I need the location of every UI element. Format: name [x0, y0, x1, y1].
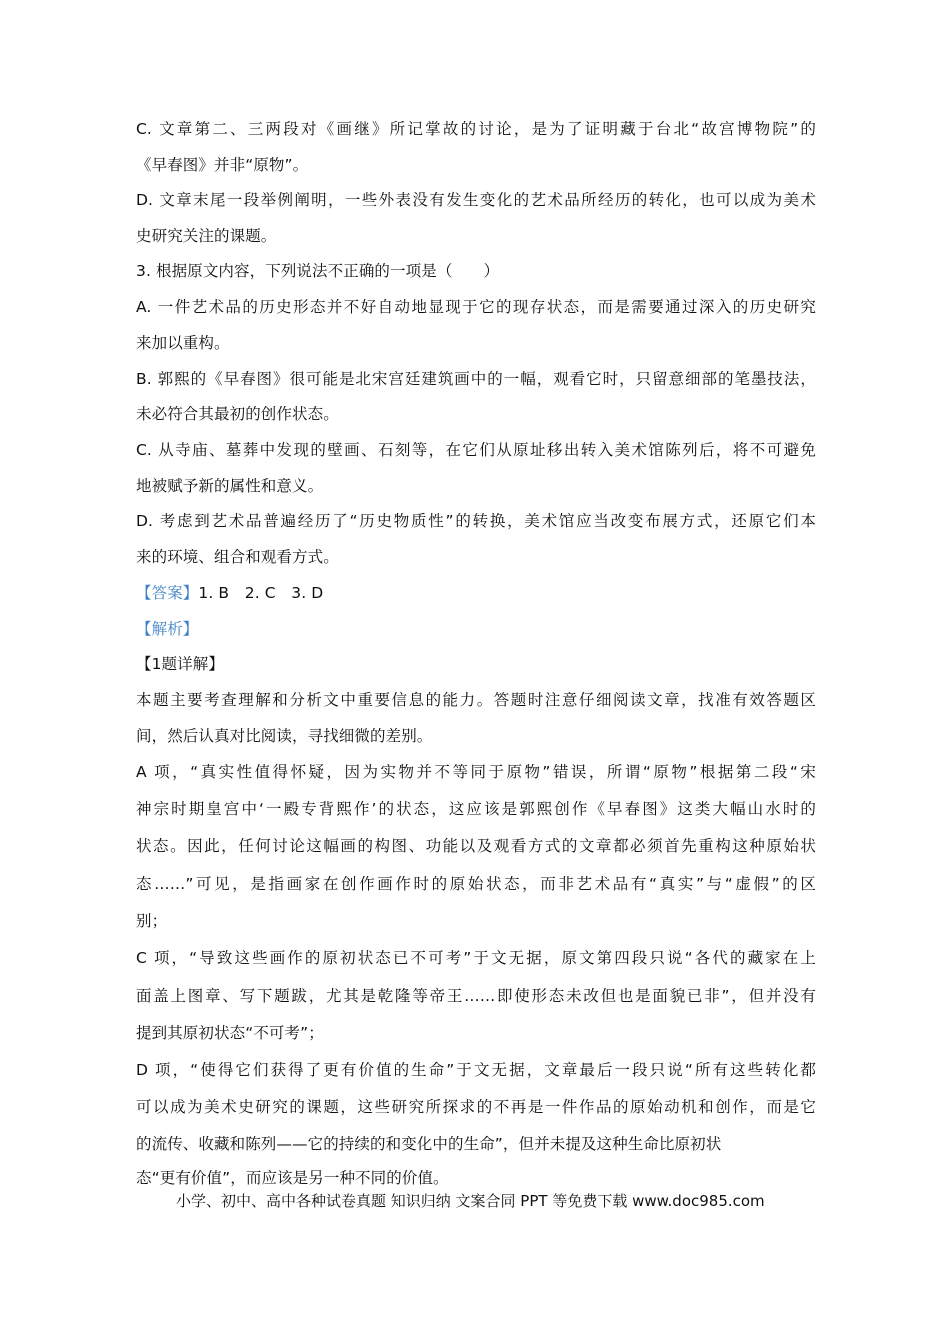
q3-option-d-line1: D. 考虑到艺术品普遍经历了“历史物质性”的转换，美术馆应当改变布展方式，还原它们本 — [136, 512, 816, 530]
analysis-tag: 【解析】 — [136, 620, 199, 638]
analysis-a-line3: 状态。因此，任何讨论这幅画的构图、功能以及观看方式的文章都必须首先重构这种原始状 — [136, 837, 816, 855]
q3-option-c-line1: C. 从寺庙、墓葬中发现的壁画、石刻等，在它们从原址移出转入美术馆陈列后，将不可避免 — [136, 441, 816, 459]
q2-option-c-line2: 《早春图》并非“原物”。 — [136, 156, 309, 174]
analysis-d-line2: 可以成为美术史研究的课题，这些研究所探求的不再是一件作品的原始动机和创作，而是它 — [136, 1098, 816, 1116]
q3-option-b-line1: B. 郭熙的《早春图》很可能是北宋宫廷建筑画中的一幅，观看它时，只留意细部的笔墨技法， — [136, 370, 816, 388]
analysis-a-line5: 别； — [136, 912, 168, 930]
q3-option-a-line1: A. 一件艺术品的历史形态并不好自动地显现于它的现存状态，而是需要通过深入的历史研究 — [136, 298, 816, 316]
q2-option-c-line1: C. 文章第二、三两段对《画继》所记掌故的讨论，是为了证明藏于台北“故宫博物院”的 — [136, 120, 816, 138]
analysis-d-line3: 的流传、收藏和陈列——它的持续的和变化中的生命”，但并未提及这种生命比原初状 — [136, 1135, 722, 1153]
analysis-c-line1: C 项，“导致这些画作的原初状态已不可考”于文无据，原文第四段只说“各代的藏家在上 — [136, 949, 816, 967]
q3-option-d-line2: 来的环境、组合和观看方式。 — [136, 548, 339, 566]
analysis-c-line2: 面盖上图章、写下题跋，尤其是乾隆等帝王……即使形态未改但也是面貌已非”，但并没有 — [136, 987, 816, 1005]
q3-option-c-line2: 地被赋予新的属性和意义。 — [136, 477, 324, 495]
q1-detail-title: 【1题详解】 — [136, 655, 224, 673]
analysis-a-line1: A 项，“真实性值得怀疑，因为实物并不等同于原物”错误，所谓“原物”根据第二段“宋 — [136, 763, 816, 781]
analysis-a-line2: 神宗时期皇宫中‘一殿专背熙作’的状态，这应该是郭熙创作《早春图》这类大幅山水时的 — [136, 800, 816, 818]
analysis-a-line4: 态……”可见，是指画家在创作画作时的原始状态，而非艺术品有“真实”与“虚假”的区 — [136, 875, 816, 893]
analysis-intro-line1: 本题主要考查理解和分析文中重要信息的能力。答题时注意仔细阅读文章，找准有效答题区 — [136, 691, 816, 709]
analysis-c-line3: 提到其原初状态“不可考”； — [136, 1024, 324, 1042]
answer-line — [136, 581, 816, 605]
analysis-d-line4: 态“更有价值”，而应该是另一种不同的价值。 — [136, 1169, 449, 1187]
q3-option-b-line2: 未必符合其最初的创作状态。 — [136, 405, 339, 423]
answer-tag: 【答案】 — [136, 584, 199, 602]
analysis-intro-line2: 间，然后认真对比阅读，寻找细微的差别。 — [136, 727, 433, 745]
q2-option-d-line1: D. 文章末尾一段举例阐明，一些外表没有发生变化的艺术品所经历的转化，也可以成为美术 — [136, 191, 816, 209]
q2-option-d-line2: 史研究关注的课题。 — [136, 227, 277, 245]
q3-option-a-line2: 来加以重构。 — [136, 334, 230, 352]
analysis-line — [136, 617, 816, 641]
answer-text: 1. B 2. C 3. D — [198, 584, 324, 602]
footer-text: 小学、初中、高中各种试卷真题 知识归纳 文案合同 PPT 等免费下载 www.doc985.com — [176, 1192, 765, 1210]
q3-stem: 3. 根据原文内容，下列说法不正确的一项是（ ） — [136, 262, 500, 280]
analysis-d-line1: D 项，“使得它们获得了更有价值的生命”于文无据，文章最后一段只说“所有这些转化都 — [136, 1061, 816, 1079]
